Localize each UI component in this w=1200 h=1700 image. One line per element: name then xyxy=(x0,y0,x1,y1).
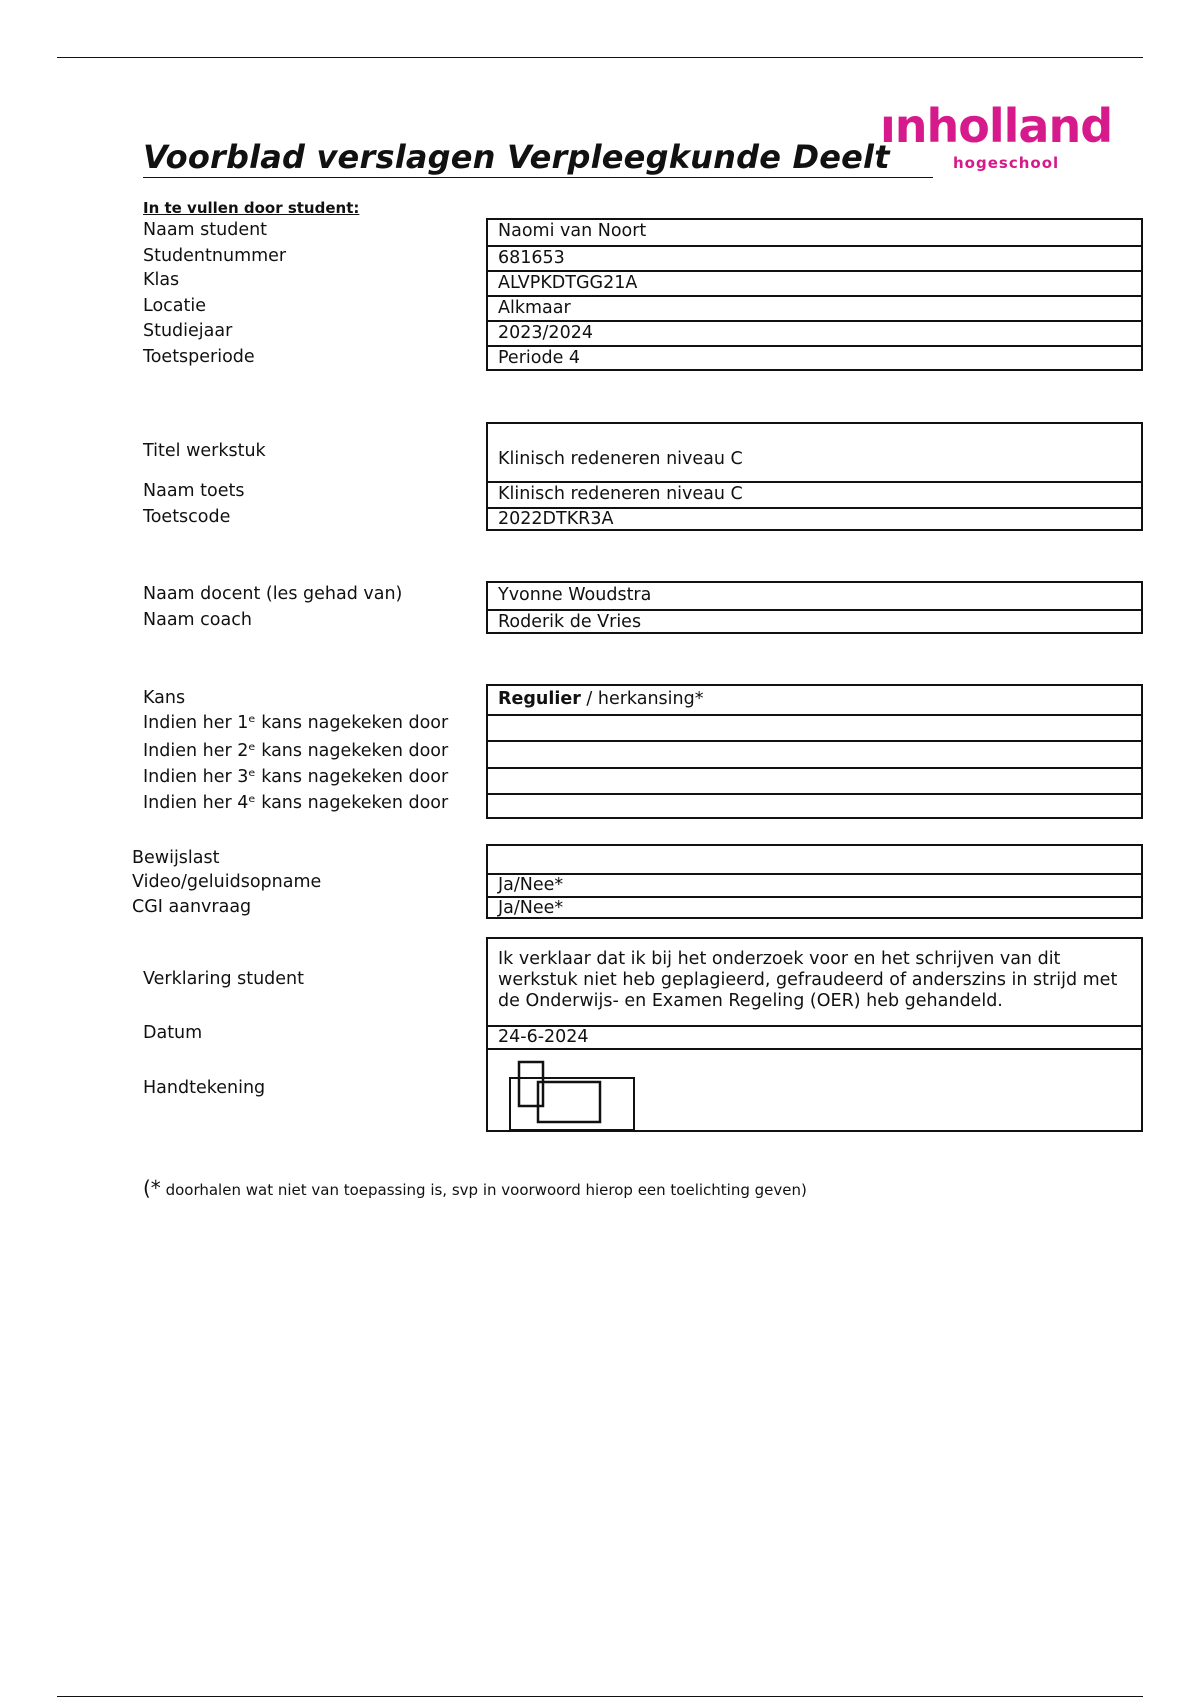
label-verklaring-student: Verklaring student xyxy=(143,969,305,989)
label-naam-docent: Naam docent (les gehad van) xyxy=(143,584,403,604)
footnote-text: doorhalen wat niet van toepassing is, svp in voorwoord hierop een toelichting geven) xyxy=(160,1181,807,1199)
label-toetsperiode: Toetsperiode xyxy=(143,347,255,367)
label-her-kans-4: Indien her 4ᵉ kans nagekeken door xyxy=(143,793,449,813)
label-cgi-aanvraag: CGI aanvraag xyxy=(132,897,252,917)
label-klas: Klas xyxy=(143,270,180,290)
signature-drawing xyxy=(508,1056,648,1130)
kans-herkansing: / herkansing* xyxy=(580,689,704,709)
kans-regulier: Regulier xyxy=(498,689,581,709)
field-her-kans-4[interactable] xyxy=(488,793,1141,817)
footnote-marker: (* xyxy=(143,1176,161,1200)
inholland-logo xyxy=(880,98,1113,178)
label-locatie: Locatie xyxy=(143,296,206,316)
label-naam-student: Naam student xyxy=(143,220,268,240)
label-kans: Kans xyxy=(143,688,186,708)
work-info-box xyxy=(486,422,1143,531)
label-studentnummer: Studentnummer xyxy=(143,246,287,266)
field-handtekening[interactable] xyxy=(488,1048,1141,1130)
field-bewijslast[interactable] xyxy=(488,846,1141,873)
field-naam-coach[interactable]: Roderik de Vries xyxy=(488,609,1141,632)
field-titel-werkstuk[interactable]: Klinisch redeneren niveau C xyxy=(498,449,743,469)
field-toetsperiode[interactable]: Periode 4 xyxy=(488,345,1141,369)
evidence-info-box xyxy=(486,844,1143,919)
field-naam-docent[interactable]: Yvonne Woudstra xyxy=(498,585,652,605)
field-toetscode[interactable]: 2022DTKR3A xyxy=(488,507,1141,529)
field-naam-toets[interactable]: Klinisch redeneren niveau C xyxy=(488,481,1141,507)
label-bewijslast: Bewijslast xyxy=(132,848,220,868)
label-her-kans-2: Indien her 2ᵉ kans nagekeken door xyxy=(143,741,449,761)
declaration-box xyxy=(486,937,1143,1132)
declaration-text: Ik verklaar dat ik bij het onderzoek voor en het schrijven van dit werkstuk niet heb geplagieerd, gefraudeerd of anderszins in strijd met de Onderwijs- en Examen Regeling (OER) heb gehandeld. xyxy=(498,949,1118,1011)
teacher-info-box xyxy=(486,581,1143,634)
field-her-kans-3[interactable] xyxy=(488,767,1141,793)
title-underline xyxy=(143,177,933,178)
field-klas[interactable]: ALVPKDTGG21A xyxy=(488,270,1141,295)
label-her-kans-1: Indien her 1ᵉ kans nagekeken door xyxy=(143,713,449,733)
top-rule xyxy=(57,57,1143,58)
label-toetscode: Toetscode xyxy=(143,507,231,527)
label-naam-toets: Naam toets xyxy=(143,481,245,501)
field-locatie[interactable]: Alkmaar xyxy=(488,295,1141,320)
label-her-kans-3: Indien her 3ᵉ kans nagekeken door xyxy=(143,767,449,787)
field-naam-student[interactable]: Naomi van Noort xyxy=(498,221,647,241)
logo-brand: ınholland xyxy=(880,99,1113,153)
label-naam-coach: Naam coach xyxy=(143,610,252,630)
field-datum[interactable]: 24-6-2024 xyxy=(488,1025,1141,1048)
field-her-kans-1[interactable] xyxy=(488,714,1141,740)
field-video-geluidsopname[interactable]: Ja/Nee* xyxy=(488,873,1141,896)
field-her-kans-2[interactable] xyxy=(488,740,1141,767)
student-info-box xyxy=(486,218,1143,371)
attempt-info-box xyxy=(486,684,1143,819)
field-studentnummer[interactable]: 681653 xyxy=(488,245,1141,270)
section-heading: In te vullen door student: xyxy=(143,199,360,217)
footnote xyxy=(143,1176,807,1200)
field-studiejaar[interactable]: 2023/2024 xyxy=(488,320,1141,345)
label-datum: Datum xyxy=(143,1023,203,1043)
field-kans[interactable] xyxy=(488,686,1141,714)
page-title: Voorblad verslagen Verpleegkunde Deelt xyxy=(143,138,890,176)
field-cgi-aanvraag[interactable]: Ja/Nee* xyxy=(488,896,1141,917)
label-handtekening: Handtekening xyxy=(143,1078,266,1098)
label-titel-werkstuk: Titel werkstuk xyxy=(143,441,266,461)
label-studiejaar: Studiejaar xyxy=(143,321,233,341)
label-video-geluidsopname: Video/geluidsopname xyxy=(132,872,322,892)
logo-subtitle: hogeschool xyxy=(953,154,1060,172)
bottom-rule xyxy=(57,1696,1143,1697)
